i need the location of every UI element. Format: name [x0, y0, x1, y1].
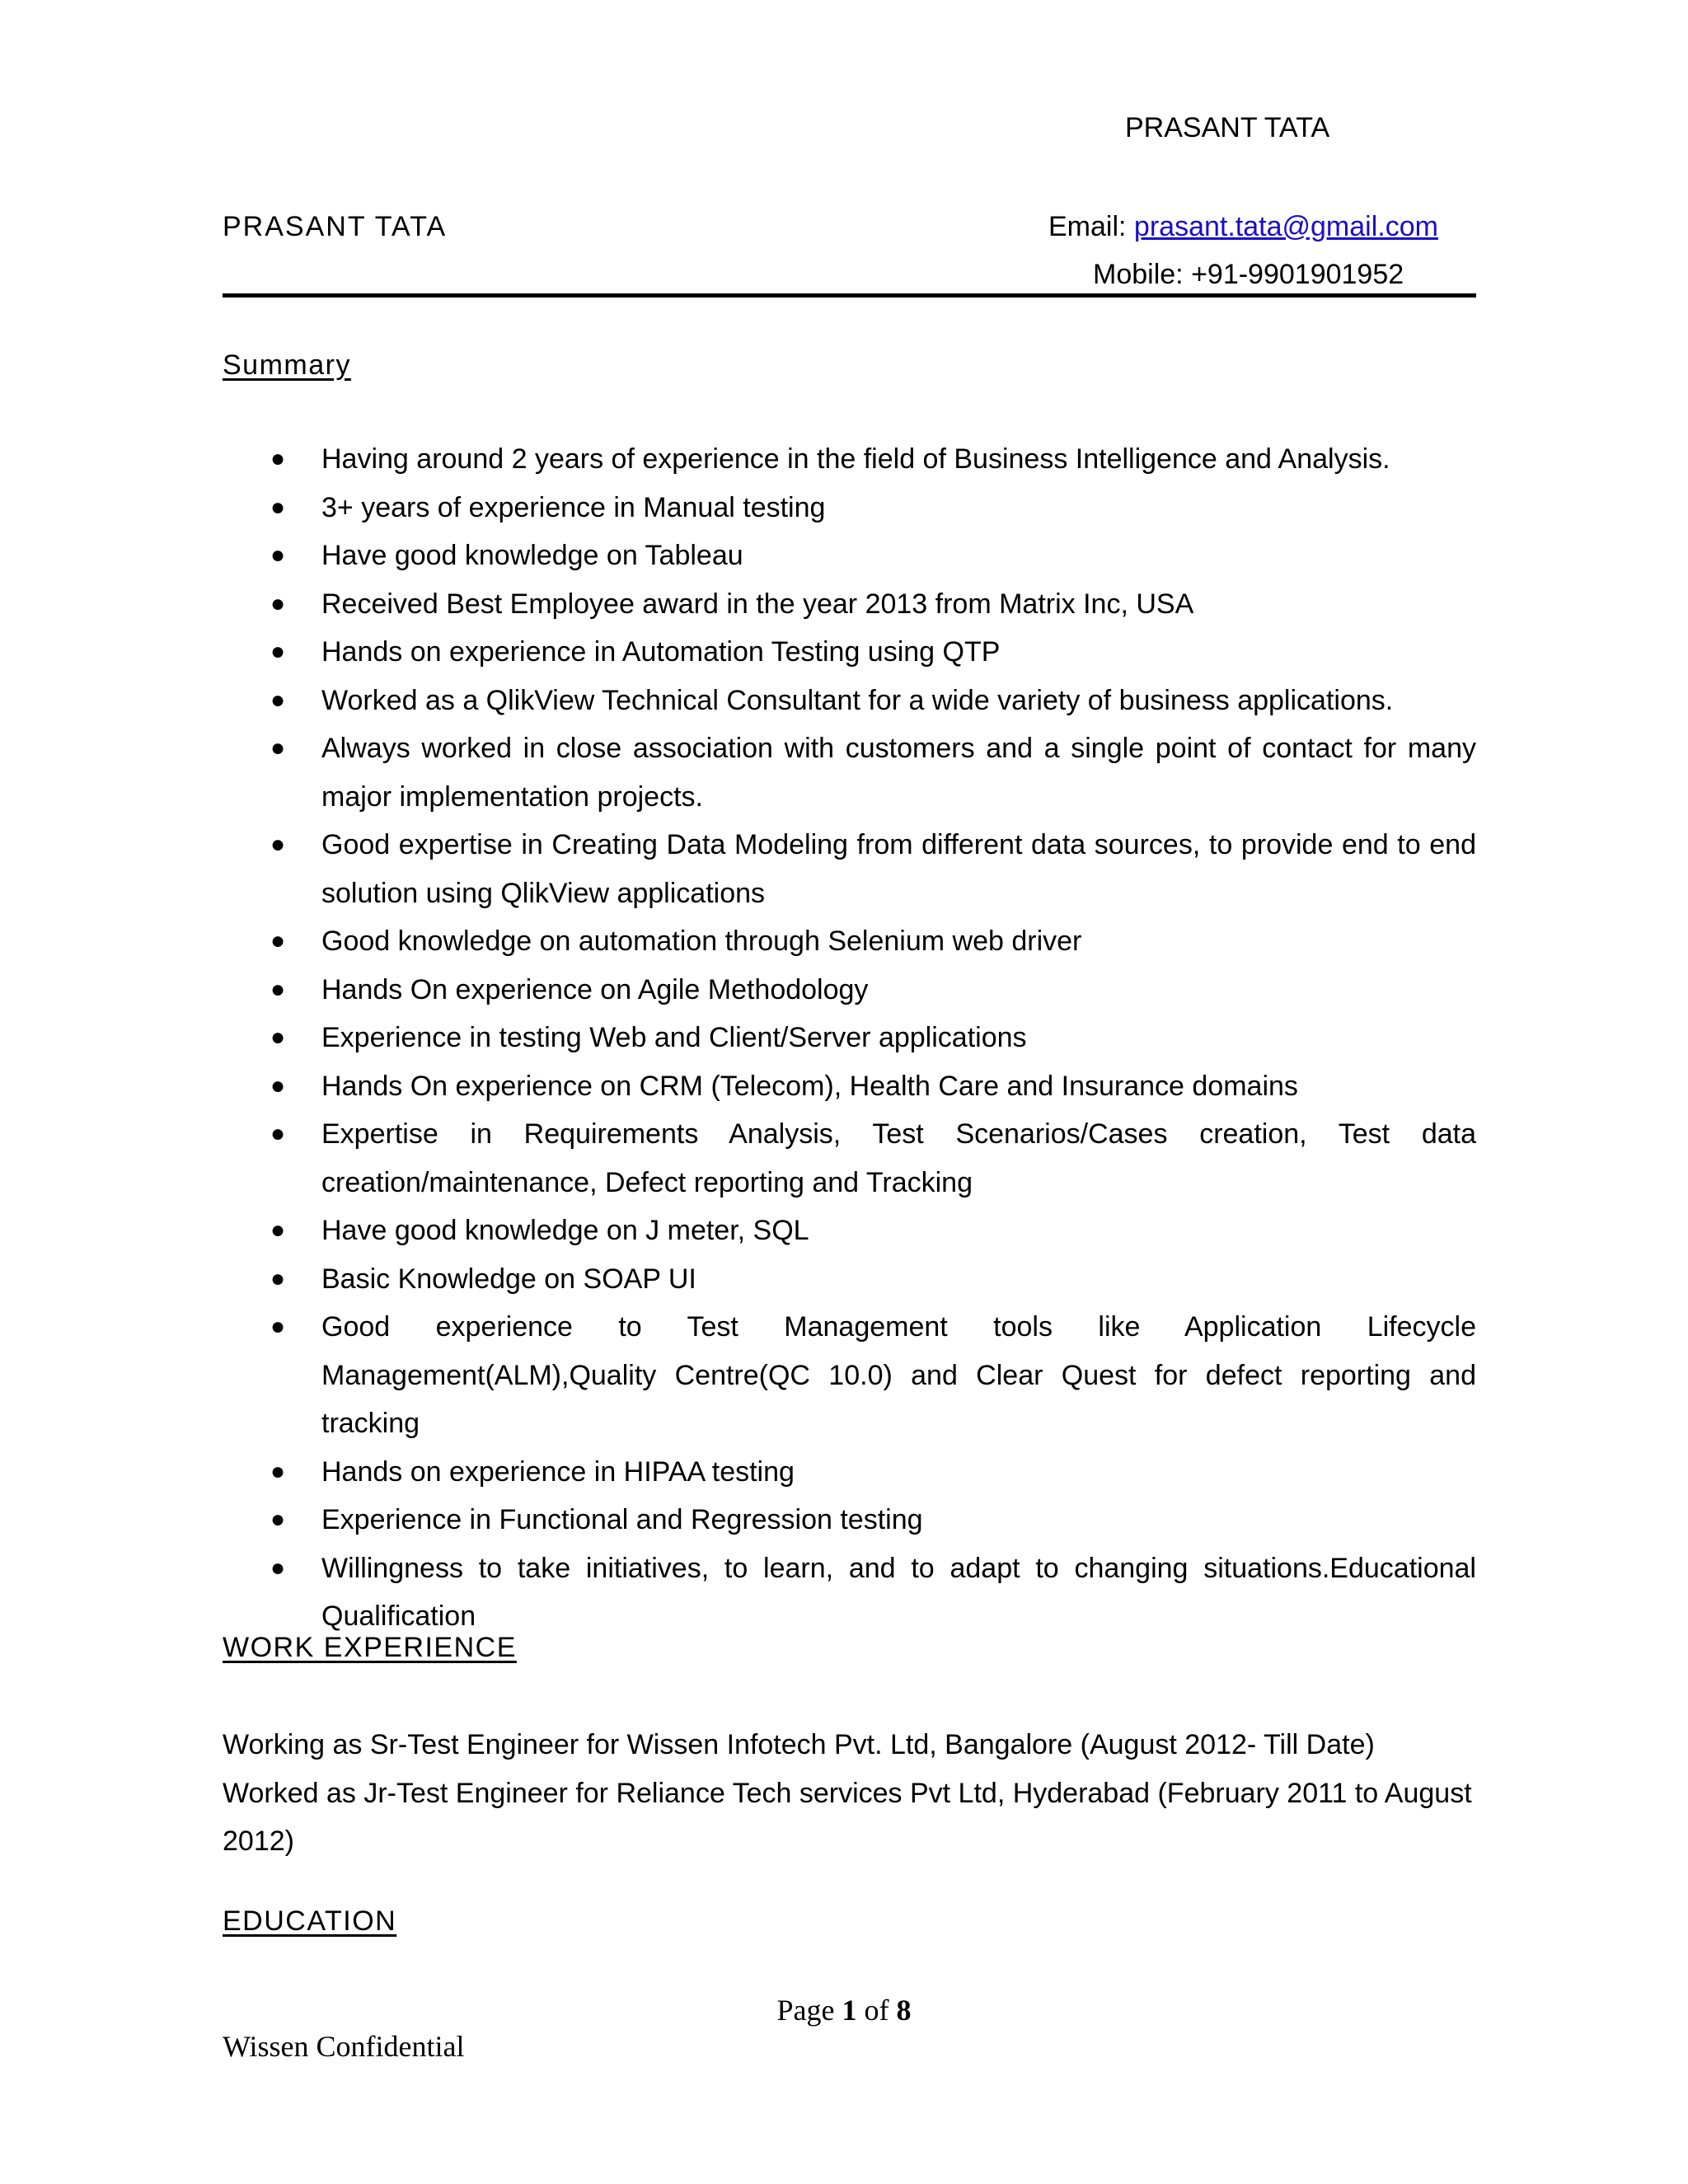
running-header-name: PRASANT TATA — [1125, 112, 1330, 143]
mobile-number: +91-9901901952 — [1191, 259, 1404, 290]
work-experience-entries — [223, 1721, 1476, 1866]
summary-item: ● Have good knowledge on Tableau — [223, 532, 1476, 580]
summary-item: ● Received Best Employee award in the year 2013 from Matrix Inc, USA — [223, 580, 1476, 629]
bullet-icon: ● — [270, 589, 286, 617]
mobile-line — [1093, 259, 1404, 291]
education-heading: EDUCATION — [223, 1905, 397, 1937]
summary-item: ● Experience in testing Web and Client/Server applications — [223, 1014, 1476, 1062]
work-entry: Worked as Jr-Test Engineer for Reliance Tech services Pvt Ltd, Hyderabad (February 2011 to August 2012) — [223, 1777, 1472, 1857]
email-line — [1048, 211, 1438, 243]
summary-item: ● Always worked in close association with customers and a single point of contact for many major implementation projects. — [223, 724, 1476, 821]
summary-item: ● Willingness to take initiatives, to learn, and to adapt to changing situations.Educational Qualification — [223, 1544, 1476, 1641]
summary-item: ● Experience in Functional and Regression testing — [223, 1496, 1476, 1544]
bullet-icon: ● — [270, 541, 286, 569]
work-entry: Working as Sr-Test Engineer for Wissen Infotech Pvt. Ltd, Bangalore (August 2012- Till Date) — [223, 1729, 1375, 1760]
bullet-icon: ● — [270, 1024, 286, 1051]
summary-item: ● Have good knowledge on J meter, SQL — [223, 1207, 1476, 1255]
email-link[interactable]: prasant.tata@gmail.com — [1133, 211, 1438, 242]
bullet-icon: ● — [270, 1216, 286, 1244]
bullet-icon: ● — [270, 927, 286, 954]
bullet-icon: ● — [270, 831, 286, 858]
summary-item: ● Expertise in Requirements Analysis, Test Scenarios/Cases creation, Test data creation/maintenance, Defect reporting and Tracking — [223, 1110, 1476, 1207]
summary-item: ● Basic Knowledge on SOAP UI — [223, 1255, 1476, 1304]
bullet-icon: ● — [270, 1313, 286, 1340]
bullet-icon: ● — [270, 975, 286, 1003]
summary-item: ● Hands on experience in Automation Testing using QTP — [223, 628, 1476, 677]
header-divider — [223, 293, 1476, 298]
bullet-icon: ● — [270, 1264, 286, 1292]
bullet-icon: ● — [270, 734, 286, 762]
bullet-icon: ● — [270, 493, 286, 521]
email-label: Email: — [1048, 211, 1134, 242]
summary-item: ● Good experience to Test Management tools like Application Lifecycle Management(ALM),Quality Centre(QC 10.0) and Clear Quest for defect reporting and tracking — [223, 1303, 1476, 1448]
summary-item: ● Worked as a QlikView Technical Consultant for a wide variety of business applications. — [223, 677, 1476, 725]
bullet-icon: ● — [270, 1554, 286, 1582]
bullet-icon: ● — [270, 1457, 286, 1485]
summary-item: ● Hands On experience on Agile Methodology — [223, 966, 1476, 1015]
page-number: Page 1 of 8 — [776, 1994, 912, 2027]
summary-item: ● Hands on experience in HIPAA testing — [223, 1448, 1476, 1497]
summary-list — [223, 435, 1476, 1641]
confidential-footer: Wissen Confidential — [223, 2030, 465, 2063]
summary-item: ● 3+ years of experience in Manual testing — [223, 484, 1476, 532]
summary-item: ● Hands On experience on CRM (Telecom), Health Care and Insurance domains — [223, 1062, 1476, 1111]
summary-heading: Summary — [223, 349, 351, 381]
summary-item: ● Good knowledge on automation through Selenium web driver — [223, 917, 1476, 966]
summary-item: ● Having around 2 years of experience in the field of Business Intelligence and Analysis. — [223, 435, 1476, 484]
bullet-icon: ● — [270, 1071, 286, 1099]
bullet-icon: ● — [270, 686, 286, 714]
mobile-label: Mobile: — [1093, 259, 1192, 290]
bullet-icon: ● — [270, 1506, 286, 1533]
summary-item: ● Good expertise in Creating Data Modeling from different data sources, to provide end to end solution using QlikView applications — [223, 821, 1476, 917]
work-experience-heading: WORK EXPERIENCE — [223, 1632, 517, 1663]
resume-name: PRASANT TATA — [223, 211, 448, 242]
bullet-icon: ● — [270, 638, 286, 665]
bullet-icon: ● — [270, 1120, 286, 1147]
bullet-icon: ● — [270, 445, 286, 472]
